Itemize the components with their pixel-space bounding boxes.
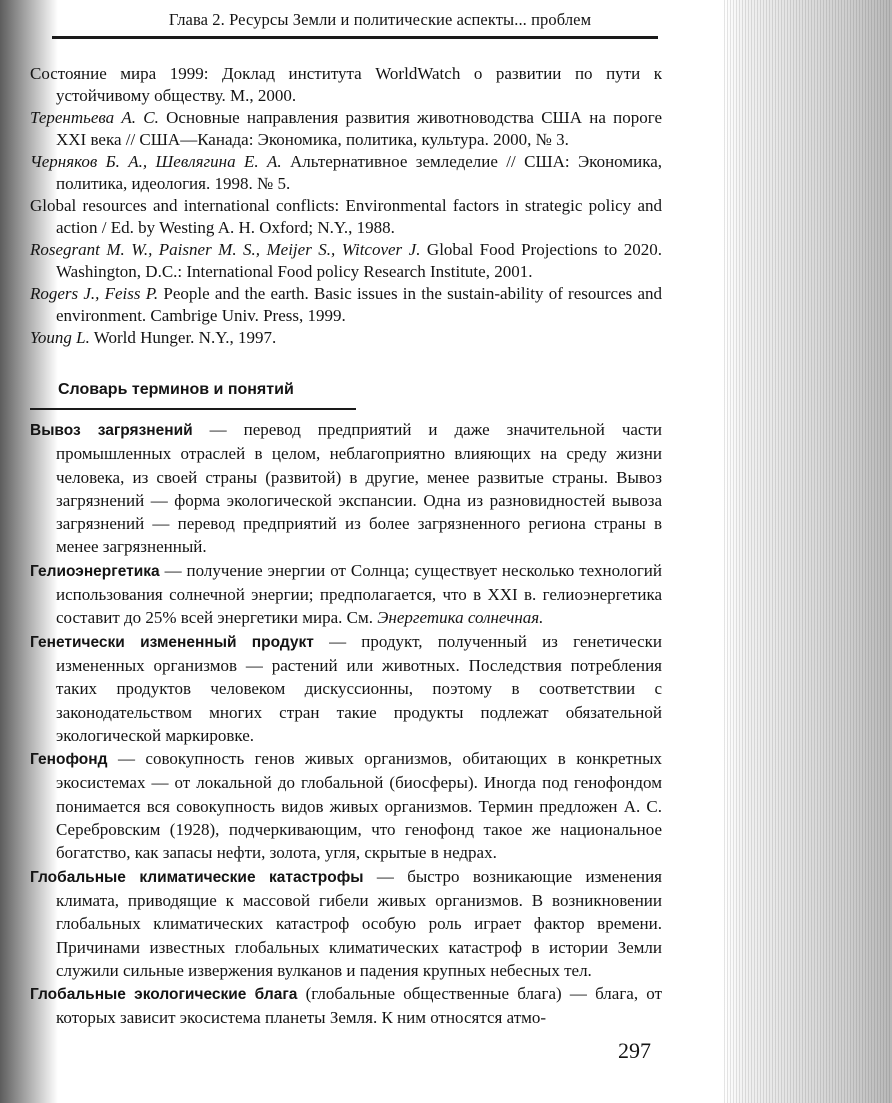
glossary-entry — [30, 982, 662, 1030]
glossary-definition: — продукт, полученный из генетически измененных организмов — растений или животных. Последствия потребления таких продуктов человеком дискуссионны, поэтому в соответствии с законодательством многих стран такие продукты подлежат обязательной экологической маркировке. — [56, 631, 662, 745]
glossary-heading-rule — [30, 408, 356, 410]
reference-item: Young L. World Hunger. N.Y., 1997. — [30, 328, 277, 347]
glossary-term: Генофонд — [30, 751, 108, 769]
glossary-entry — [30, 418, 662, 559]
glossary-entry — [30, 559, 662, 630]
running-head: Глава 2. Ресурсы Земли и политические аспекты... проблем — [168, 10, 592, 29]
glossary-term: Глобальные экологические блага — [30, 986, 298, 1004]
glossary-definition: — перевод предприятий и даже значительной части промышленных отраслей в целом, неблагоприятно влияющих на среду жизни человека, из своей страны (развитой) в другие, менее развитые страны. Вывоз загрязнений — форма экологической экспансии. Одна из разновидностей вывоза загрязнений — перевод предприятий из более загрязненного региона страны в менее загрязненный. — [56, 420, 662, 557]
reference-item: Rosegrant M. W., Paisner M. S., Meijer S., Witcover J. Global Food Projections to 2020. Washington, D.C.: International Food policy Research Institute, 2001. — [30, 240, 662, 281]
reference-list — [30, 63, 662, 349]
glossary-term: Генетически измененный продукт — [30, 633, 314, 651]
glossary-definition: — получение энергии от Солнца; существует несколько технологий использования солнечной энергии; предполагается, что в XXI в. гелиоэнергетика составит до 25% всей энергетики мира. См. — [56, 560, 662, 628]
header-divider — [52, 36, 658, 39]
glossary-definition: (глобальные общественные блага) — блага, от которых зависит экосистема планеты Земля. К ним относятся атмо- — [56, 984, 662, 1028]
glossary-entry — [30, 747, 662, 864]
glossary-entry — [30, 865, 662, 982]
glossary-definition: — быстро возникающие изменения климата, приводящие к массовой гибели живых организмов. В возникновении глобальных климатических катастроф особую роль играет фактор времени. Причинами известных глобальных климатических катастроф в истории Земли служили сильные извержения вулканов и падения крупных небесных тел. — [56, 866, 663, 980]
reference-item: Rogers J., Feiss P. People and the earth. Basic issues in the sustain-ability of resources and environment. Cambrige Univ. Press, 1999. — [30, 284, 662, 325]
glossary-term: Глобальные климатические катастрофы — [30, 868, 364, 886]
glossary-term: Вывоз загрязнений — [30, 422, 193, 439]
glossary-term: Гелиоэнергетика — [30, 562, 160, 580]
reference-item: Состояние мира 1999: Доклад института WorldWatch о развитии по пути к устойчивому обществу. М., 2000. — [30, 64, 662, 105]
reference-item: Global resources and international conflicts: Environmental factors in strategic policy and action / Ed. by Westing A. H. Oxford; N.Y., 1988. — [30, 196, 662, 237]
book-page-edges — [724, 0, 892, 1103]
reference-item: Терентьева А. С. Основные направления развития животноводства США на пороге XXI века // США—Канада: Экономика, политика, культура. 2000, № 3. — [30, 108, 662, 149]
glossary-list — [30, 418, 662, 1030]
glossary-heading: Словарь терминов и понятий — [58, 381, 294, 398]
glossary-definition: — совокупность генов живых организмов, обитающих в конкретных экосистемах — от локальной до глобальной (биосферы). Иногда под генофондом понимается вся совокупность видов живых организмов. Термин предложен А. С. Серебровским (1928), подчеркивающим, что генофонд такое же национальное богатство, как запасы нефти, золота, угля, скрытые в недрах. — [56, 749, 662, 863]
glossary-see-also: Энергетика солнечная. — [377, 608, 544, 628]
page-number: 297 — [618, 1038, 651, 1063]
reference-item: Черняков Б. А., Шевлягина Е. А. Альтернативное земледелие // США: Экономика, политика, идеология. 1998. № 5. — [30, 152, 663, 193]
glossary-entry — [30, 630, 662, 747]
